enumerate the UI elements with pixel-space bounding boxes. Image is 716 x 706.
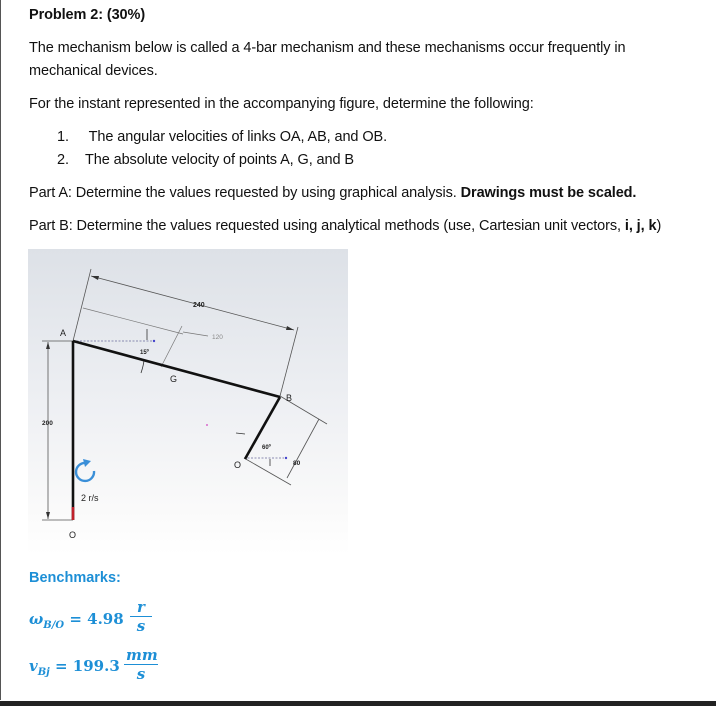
list-number: 2. — [57, 152, 69, 168]
list-item — [57, 152, 354, 168]
instruction-text: For the instant represented in the accompanying figure, determine the following: — [29, 96, 534, 112]
counterclockwise-rotation-icon — [76, 459, 94, 481]
unit-vectors: i, j, k — [624, 218, 657, 234]
ground-o-left-label: O — [69, 530, 77, 540]
part-b-text — [29, 218, 661, 234]
list-text: The angular velocities of links OA, AB, and OB. — [85, 129, 388, 145]
dim-80-label: 80 — [293, 460, 301, 467]
dimension-200 — [42, 341, 73, 520]
part-a-emphasis: Drawings must be scaled. — [460, 185, 637, 201]
left-border — [0, 0, 1, 700]
omega-benchmark — [29, 610, 124, 631]
list-item — [57, 129, 387, 145]
mechanism-diagram — [28, 249, 348, 555]
velocity-benchmark — [29, 657, 120, 678]
omega-subscript: B/O — [43, 620, 65, 631]
dim-240-label: 240 — [193, 302, 205, 309]
part-b-label: Part B: Determine the values requested using analytical methods (use, Cartesian unit vectors, — [29, 218, 625, 234]
dim-200-label: 200 — [42, 420, 53, 427]
omega-unit-denominator: s — [136, 617, 146, 635]
velocity-unit-numerator: mm — [126, 646, 158, 664]
list-number: 1. — [57, 129, 69, 145]
angle-15-label: 15º — [140, 350, 149, 356]
velocity-symbol: v — [29, 657, 38, 675]
bottom-border — [0, 701, 716, 706]
part-a-text — [29, 185, 636, 201]
dimension-120 — [83, 308, 208, 367]
velocity-unit — [124, 646, 158, 683]
benchmarks-title: Benchmarks: — [29, 570, 121, 586]
dim-120-label: 120 — [212, 334, 223, 341]
point-b-label: B — [286, 393, 293, 403]
point-a-label: A — [60, 328, 67, 338]
intro-line-1: The mechanism below is called a 4-bar mechanism and these mechanisms occur frequently in — [29, 40, 626, 56]
intro-line-2: mechanical devices. — [29, 63, 158, 79]
omega-value: = 4.98 — [64, 610, 124, 628]
point-g-label: G — [170, 374, 178, 384]
part-b-end: ) — [656, 218, 662, 234]
angle-60-label: 60º — [262, 445, 271, 451]
omega-symbol: ω — [29, 610, 44, 628]
link-ab — [73, 341, 280, 397]
mechanism-figure — [28, 249, 348, 555]
velocity-subscript: Bj — [37, 667, 50, 678]
input-speed-label: 2 r/s — [81, 493, 99, 503]
omega-unit — [130, 598, 152, 635]
problem-title: Problem 2: (30%) — [29, 7, 146, 23]
omega-unit-numerator: r — [130, 598, 152, 617]
list-text: The absolute velocity of points A, G, and B — [85, 152, 354, 168]
velocity-unit-denominator: s — [136, 665, 146, 683]
ground-o-right-label: O — [234, 460, 242, 470]
velocity-value: = 199.3 — [49, 657, 120, 675]
part-a-label: Part A: Determine the values requested by using graphical analysis. — [29, 185, 461, 201]
